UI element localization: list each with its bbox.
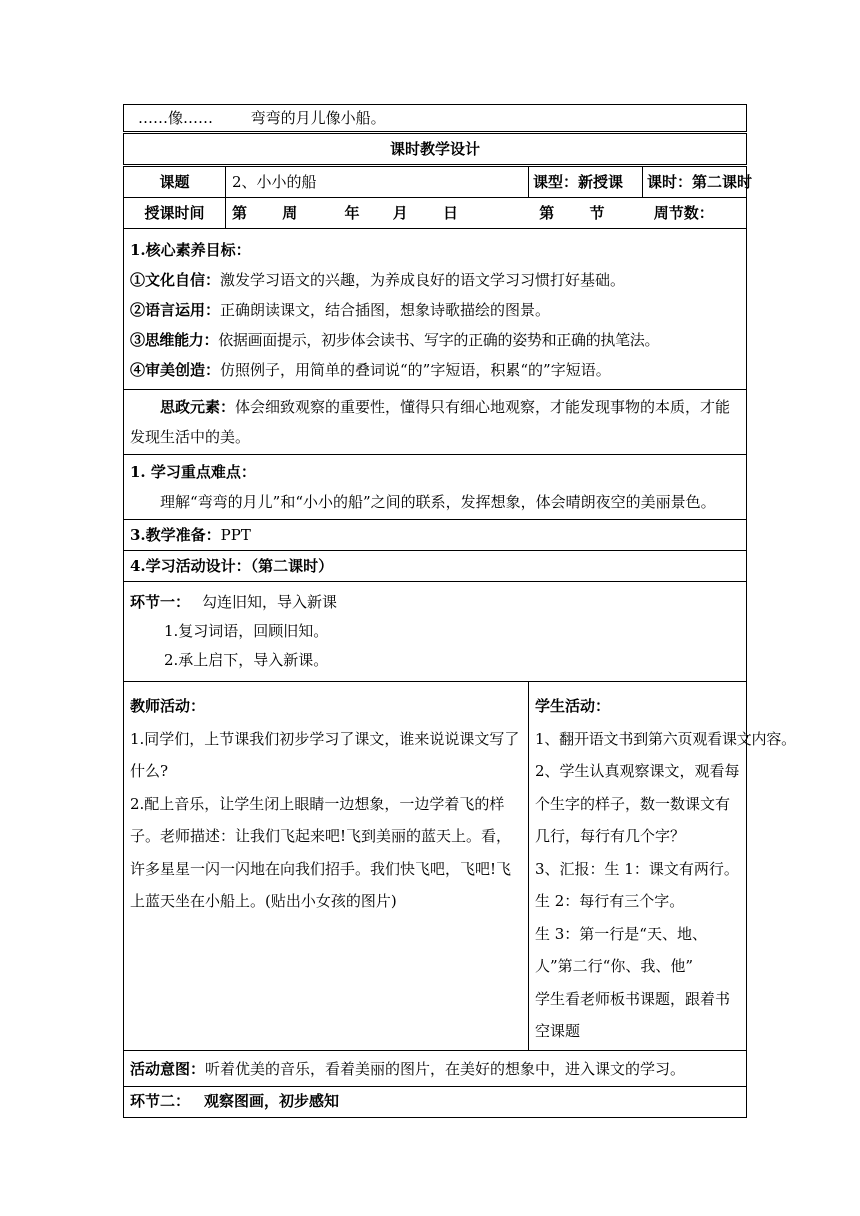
student-paragraph: 生 3：第一行是“天、地、人”第二行“你、我、他” [535,924,707,975]
activity-design-row [124,551,747,582]
student-paragraph: 1、翻开语文书到第六页观看课文内容。 [535,729,796,748]
key-points-text: 理解“弯弯的月儿”和“小小的船”之间的联系，发挥想象，体会晴朗夜空的美丽景色。 [160,493,716,511]
section2-row [124,1086,747,1117]
activities-row [124,682,747,1051]
intent-text: 活动意图：听着优美的音乐，看着美丽的图片，在美好的想象中，进入课文的学习。 [124,1050,747,1086]
design-title: 课时教学设计 [124,133,747,166]
student-paragraph: 3、汇报：生 1：课文有两行。 [535,859,739,878]
student-paragraph: 生 2：每行有三个字。 [535,892,685,910]
core-goals-row [124,229,747,390]
pattern-text: ……像…… [138,109,214,127]
section2-heading: 环节二： 观察图画，初步感知 [124,1086,747,1117]
activity-design-heading: 4.学习活动设计：（第二课时） [124,551,747,582]
top-example-row [124,105,747,133]
core-goal-item: ③思维能力：依据画面提示，初步体会读书、写字的正确的姿势和正确的执笔法。 [130,331,660,349]
topic-value: 2、小小的船 [226,166,529,198]
lesson-period: 课时：第二课时 [643,166,747,198]
section1-row [124,582,747,682]
teacher-paragraph: 2.配上音乐，让学生闭上眼睛一边想象，一边学着飞的样子。老师描述：让我们飞起来吧!飞到美丽的蓝天上。看，许多星星一闪一闪地在向我们招手。我们快飞吧，飞吧!飞上蓝天坐在小船上。(贴出小女孩的图片) [130,794,512,910]
core-goal-item: ①文化自信：激发学习语文的兴趣，为养成良好的语文学习习惯打好基础。 [130,271,626,289]
core-goal-item: ②语言运用：正确朗读课文，结合插图，想象诗歌描绘的图景。 [130,301,551,319]
ideology-row [124,390,747,455]
lesson-plan-table [123,104,796,1118]
lesson-plan-page [123,104,796,1118]
student-paragraph: 2、学生认真观察课文，观看每个生字的样子，数一数课文有几行，每行有几个字？ [535,762,740,845]
lesson-type: 课型：新授课 [529,166,643,198]
core-goal-item: ④审美创造：仿照例子，用简单的叠词说“的”字短语，积累“的”字短语。 [130,361,611,379]
teacher-activity-cell [124,682,529,1051]
intent-row [124,1050,747,1086]
prep-text: 3.教学准备：PPT [124,520,747,551]
topic-label: 课题 [124,166,226,198]
section1-heading: 环节一： 勾连旧知，导入新课 [130,593,338,611]
teacher-paragraph: 1.同学们，上节课我们初步学习了课文，谁来说说课文写了什么? [130,729,520,780]
time-row [124,198,747,229]
section1-step: 2.承上启下，导入新课。 [164,651,329,669]
key-points-heading: 1. 学习重点难点： [130,463,256,481]
example-sentence: 弯弯的月儿像小船。 [250,109,386,127]
core-goals-heading: 1.核心素养目标： [130,241,251,259]
key-points-row [124,455,747,520]
prep-row [124,520,747,551]
student-activity-cell [529,682,796,1051]
topic-row [124,166,747,198]
student-paragraph: 学生看老师板书课题，跟着书空课题 [535,989,731,1040]
time-label: 授课时间 [124,198,226,229]
design-title-row [124,133,747,166]
time-fields: 第 周 年 月 日 第 节 周节数： [226,198,747,229]
ideology-text: 思政元素：体会细致观察的重要性，懂得只有细心地观察，才能发现事物的本质，才能发现生活中的美。 [124,390,747,455]
section1-step: 1.复习词语，回顾旧知。 [164,622,329,640]
teacher-activity-heading: 教师活动： [130,697,206,715]
student-activity-heading: 学生活动： [535,697,611,715]
